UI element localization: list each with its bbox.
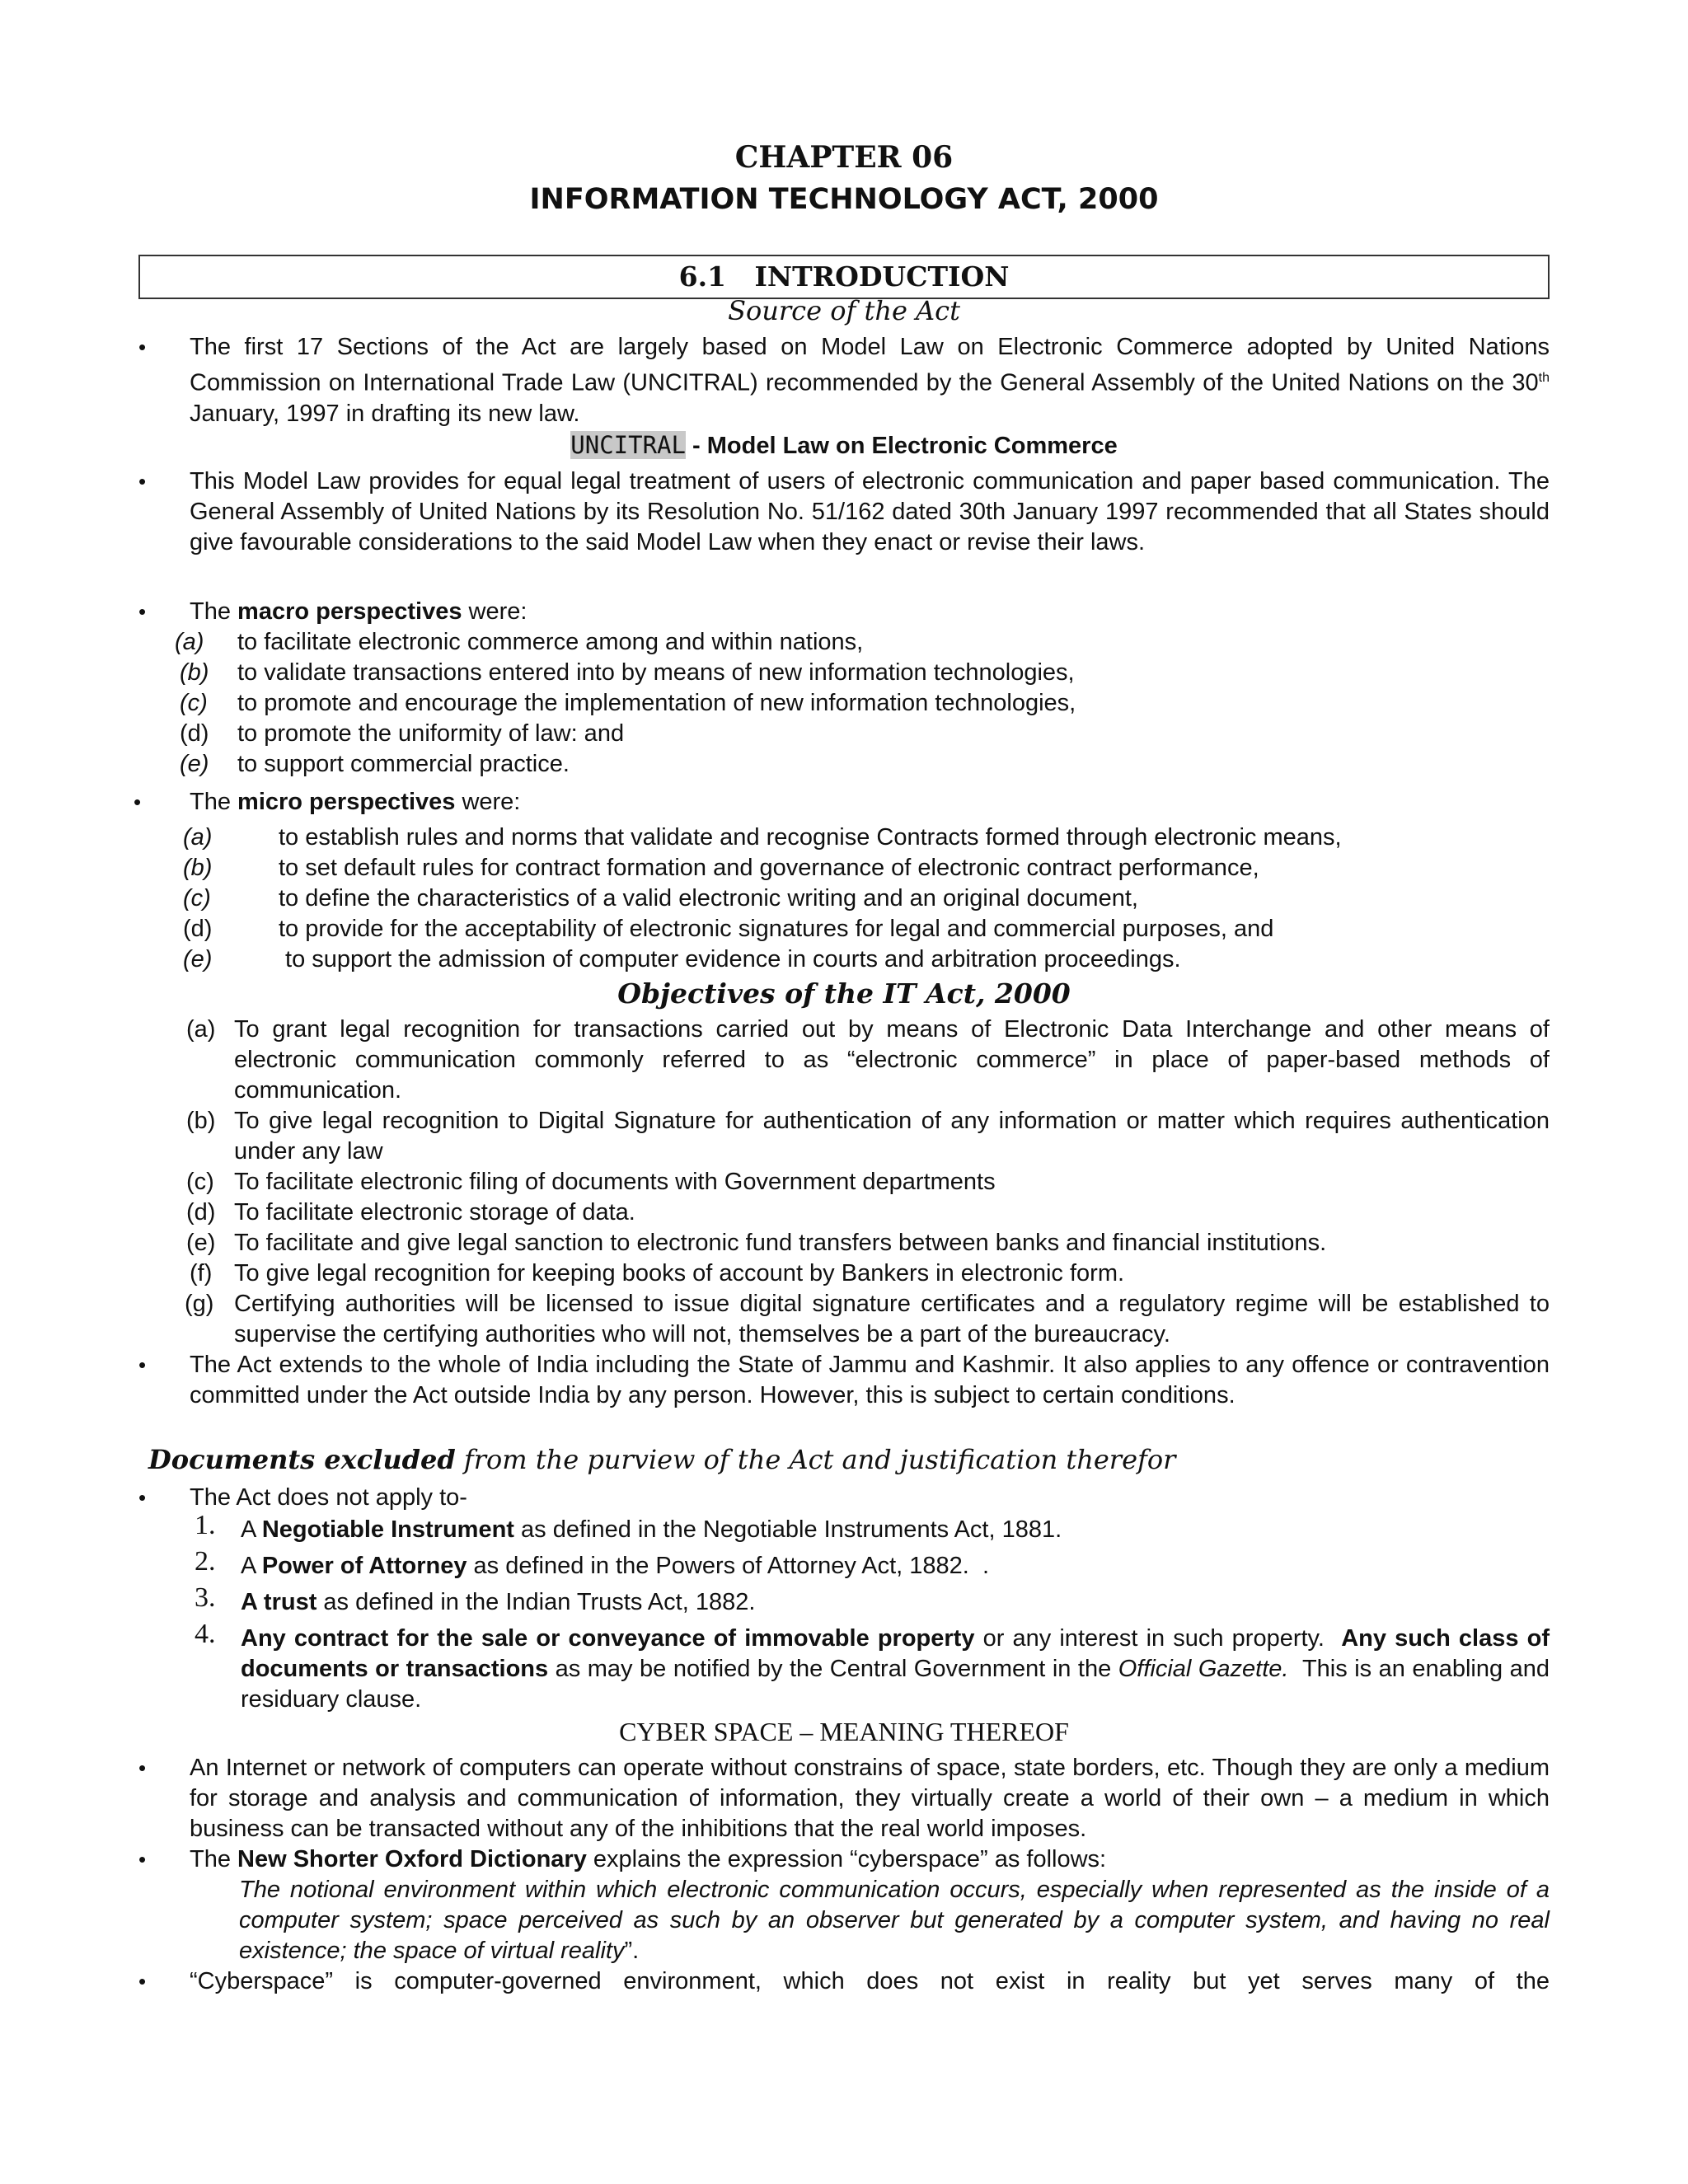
- macro-heading: The macro perspectives were:: [190, 598, 528, 625]
- micro-item-d: to provide for the acceptability of electronic signatures for legal and commercial purposes, and: [279, 916, 1274, 942]
- macro-item-b: to validate transactions entered into by means of new information technologies,: [237, 659, 1075, 686]
- objective-label-b: (b): [186, 1108, 216, 1134]
- micro-label-b: (b): [183, 855, 213, 881]
- micro-label-d: (d): [183, 916, 213, 942]
- micro-item-a: to establish rules and norms that validate and recognise Contracts formed through electronic means,: [279, 824, 1342, 851]
- objective-label-a: (a): [186, 1016, 216, 1043]
- objective-d: To facilitate electronic storage of data.: [234, 1199, 635, 1226]
- macro-item-c: to promote and encourage the implementation of new information technologies,: [237, 690, 1076, 716]
- source-paragraph: The first 17 Sections of the Act are largely based on Model Law on Electronic Commerce adopted by United Nations Commission on International Trade Law (UNCITRAL) recommended by the General Assembly of the United Nations on the 30th January, 1997 in drafting its new law.: [190, 334, 1550, 427]
- objective-label-c: (c): [186, 1169, 214, 1195]
- objective-e: To facilitate and give legal sanction to electronic fund transfers between banks and financial institutions.: [234, 1230, 1327, 1256]
- micro-label-c: (c): [183, 885, 211, 912]
- bullet-icon: •: [138, 1755, 147, 1780]
- source-heading: Source of the Act: [728, 295, 960, 326]
- excluded-item-3: A trust as defined in the Indian Trusts Act, 1882.: [241, 1589, 756, 1615]
- section-heading: 6.1 INTRODUCTION: [678, 260, 1010, 293]
- objective-c: To facilitate electronic filing of documents with Government departments: [234, 1169, 996, 1195]
- excluded-num-3: 3.: [195, 1582, 216, 1613]
- macro-item-a: to facilitate electronic commerce among and within nations,: [237, 629, 864, 655]
- micro-label-a: (a): [183, 824, 213, 851]
- objective-label-d: (d): [186, 1199, 216, 1226]
- macro-item-e: to support commercial practice.: [237, 751, 570, 777]
- bullet-icon: •: [138, 1969, 147, 1994]
- excluded-num-4: 4.: [195, 1619, 216, 1649]
- cyberspace-paragraph: “Cyberspace” is computer-governed environment, which does not exist in reality but yet serves many of the: [190, 1968, 1550, 1994]
- chapter-title: INFORMATION TECHNOLOGY ACT, 2000: [529, 183, 1159, 216]
- extent-paragraph: The Act extends to the whole of India including the State of Jammu and Kashmir. It also applies to any offence or contravention committed under the Act outside India by any person. However, this is subject to certain conditions.: [190, 1352, 1550, 1408]
- bullet-icon: •: [138, 469, 147, 494]
- macro-label-e: (e): [180, 751, 209, 777]
- macro-label-b: (b): [180, 659, 209, 686]
- micro-item-b: to set default rules for contract formation and governance of electronic contract performance,: [279, 855, 1259, 881]
- objective-g: Certifying authorities will be licensed to issue digital signature certificates and a regulatory regime will be established to supervise the certifying authorities who will not, themselves be a part of the bureaucracy.: [234, 1291, 1550, 1347]
- bullet-icon: •: [138, 1847, 147, 1872]
- excluded-heading: Documents excluded from the purview of the Act and justification therefor: [148, 1444, 1176, 1475]
- objective-label-g: (g): [185, 1291, 214, 1317]
- objective-label-e: (e): [186, 1230, 216, 1256]
- oxford-intro: The New Shorter Oxford Dictionary explains the expression “cyberspace” as follows:: [190, 1846, 1107, 1872]
- cyber-paragraph: An Internet or network of computers can operate without constrains of space, state borders, etc. Though they are only a medium for storage and analysis and communication of information, they virtually create a world of their own – a medium in which business can be transacted without any of the inhibitions that the real world imposes.: [190, 1755, 1550, 1842]
- chapter-number: CHAPTER 06: [734, 140, 954, 175]
- macro-label-a: (a): [175, 629, 204, 655]
- uncitral-label: UNCITRAL: [570, 431, 686, 459]
- micro-heading: The micro perspectives were:: [190, 789, 521, 815]
- excluded-item-4: Any contract for the sale or conveyance of immovable property or any interest in such property. Any such class of documents or transactions as may be notified by the Central Government in the Official Gazette. This is an enabling and residuary clause.: [241, 1625, 1557, 1713]
- micro-label-e: (e): [183, 946, 213, 972]
- objectives-heading: Objectives of the IT Act, 2000: [617, 977, 1071, 1010]
- macro-label-d: (d): [180, 720, 209, 747]
- micro-item-e: to support the admission of computer evidence in courts and arbitration proceedings.: [279, 946, 1181, 972]
- objective-b: To give legal recognition to Digital Signature for authentication of any information or matter which requires authentication under any law: [234, 1108, 1550, 1165]
- objective-f: To give legal recognition for keeping books of account by Bankers in electronic form.: [234, 1260, 1125, 1286]
- objective-label-f: (f): [190, 1260, 213, 1286]
- excluded-num-1: 1.: [195, 1510, 216, 1540]
- excluded-num-2: 2.: [195, 1546, 216, 1577]
- bullet-icon: •: [138, 1352, 147, 1377]
- not-apply-text: The Act does not apply to-: [190, 1484, 467, 1511]
- excluded-item-2: A Power of Attorney as defined in the Powers of Attorney Act, 1882. .: [241, 1553, 990, 1579]
- cyber-heading: CYBER SPACE – MEANING THEREOF: [619, 1717, 1069, 1746]
- bullet-icon: •: [138, 599, 147, 624]
- model-law-paragraph: This Model Law provides for equal legal treatment of users of electronic communication and paper based communication. The General Assembly of United Nations by its Resolution No. 51/162 dated 30th January 1997 recommended that all States should give favourable considerations to the said Model Law when they enact or revise their laws.: [190, 468, 1550, 555]
- micro-item-c: to define the characteristics of a valid electronic writing and an original document,: [279, 885, 1138, 912]
- excluded-item-1: A Negotiable Instrument as defined in the Negotiable Instruments Act, 1881.: [241, 1516, 1062, 1543]
- section-heading-box: [138, 255, 1550, 299]
- macro-item-d: to promote the uniformity of law: and: [237, 720, 625, 747]
- macro-label-c: (c): [180, 690, 208, 716]
- bullet-icon: •: [138, 1485, 147, 1510]
- oxford-quote: The notional environment within which electronic communication occurs, especially when represented as the inside of a computer system; space perceived as such by an observer but generated by a computer system, and having no real existence; the space of virtual reality”.: [239, 1877, 1550, 1964]
- objective-a: To grant legal recognition for transactions carried out by means of Electronic Data Interchange and other means of electronic communication commonly referred to as “electronic commerce” in place of paper-based methods of communication.: [234, 1016, 1550, 1104]
- bullet-icon: •: [134, 790, 142, 814]
- bullet-icon: •: [138, 335, 147, 359]
- uncitral-heading: UNCITRAL - Model Law on Electronic Commerce: [570, 431, 1118, 459]
